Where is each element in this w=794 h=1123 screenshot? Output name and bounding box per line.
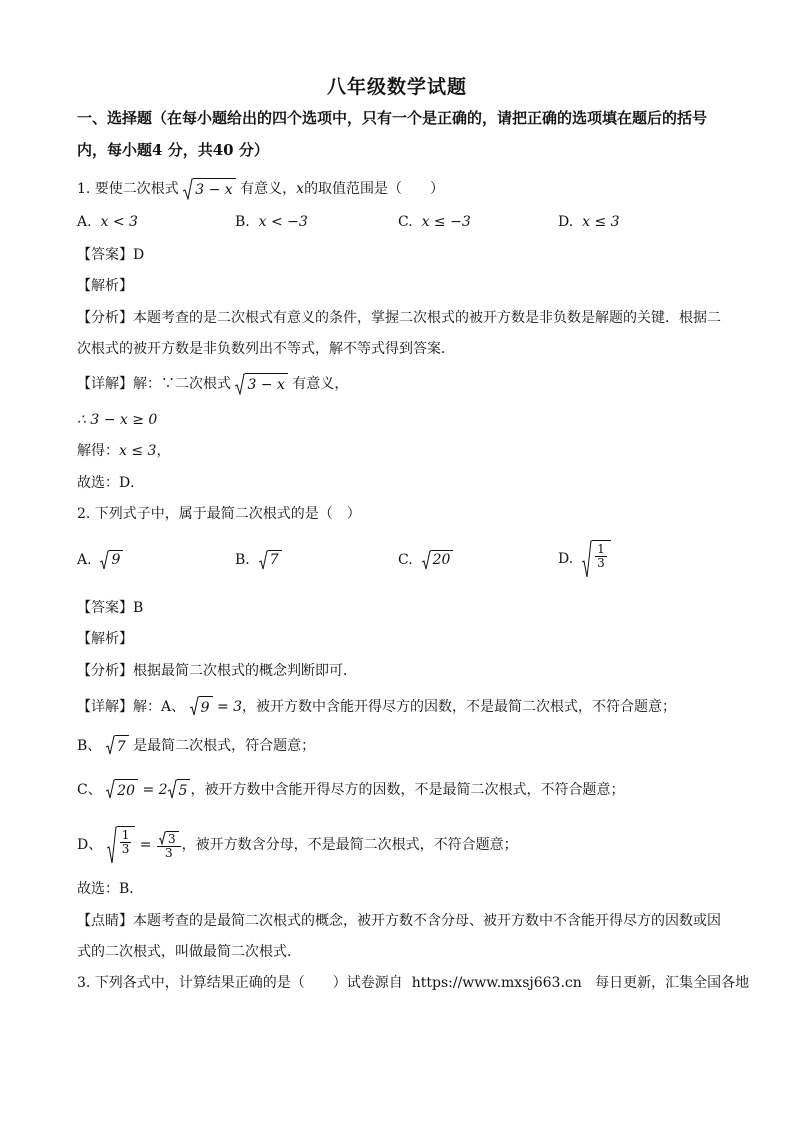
- fraction-num: 1: [121, 828, 130, 842]
- q1-detail-radical: [235, 373, 287, 395]
- detail-radical: [106, 779, 138, 801]
- q1-choose: 故选：D．: [77, 475, 145, 491]
- radical-sign-icon: [168, 779, 177, 799]
- step-punct: ，: [156, 443, 171, 459]
- detail-radical-fraction: [107, 826, 136, 864]
- radical-sign-icon: [259, 550, 268, 570]
- q1-analysis-tag: 【解析】: [77, 278, 133, 294]
- q2-analysis-tag: 【解析】: [77, 631, 133, 647]
- q2-fenxi: [77, 661, 357, 681]
- option-letter: D.: [558, 551, 574, 567]
- option-letter: A.: [77, 552, 92, 568]
- page-title: 八年级数学试题: [326, 76, 467, 98]
- option-radical: [582, 540, 611, 578]
- detail-suffix: 是最简二次根式，符合题意；: [133, 738, 316, 754]
- q1-answer: [77, 245, 144, 265]
- radical-sign-icon: [422, 550, 431, 570]
- fraction-den: 3: [121, 842, 130, 856]
- option-letter: D.: [558, 214, 574, 230]
- fenxi-tag: 【分析】: [77, 310, 133, 326]
- fraction-num: 1: [597, 542, 605, 556]
- detail-tag: 【详解】: [77, 376, 133, 392]
- q1-fenxi-1: [77, 308, 721, 328]
- detail-suffix: ，被开方数中含能开得尽方的因数，不是最简二次根式，不符合题意；: [242, 699, 677, 715]
- q1-stem-b: 有意义，: [240, 181, 297, 197]
- q1-var: x: [296, 181, 305, 197]
- detail-radicand: 5: [177, 779, 191, 801]
- dianjing-text: 本题考查的是最简二次根式的概念，被开方数不含分母、被开方数中不含能开得尽方的因数或因: [133, 913, 721, 929]
- section-heading-text: 一、选择题（在每小题给出的四个选项中，只有一个是正确的，请把正确的选项填在题后的括号内，每小题: [77, 109, 708, 159]
- step-label: 解得：: [77, 443, 119, 459]
- section-total-score: 40: [212, 141, 234, 159]
- q1-detail: [77, 373, 348, 395]
- option-expr: x < −3: [258, 214, 308, 230]
- q2-option-c: [398, 550, 453, 570]
- q1-option-c: [398, 214, 471, 230]
- option-radicand: 7: [268, 550, 282, 570]
- detail-radicand: 20: [115, 779, 138, 801]
- option-letter: A.: [77, 214, 92, 230]
- q1-radicand: 3 − x: [193, 178, 235, 200]
- q1-step-1: [77, 410, 157, 430]
- q2-option-a: [77, 550, 123, 570]
- option-letter: C.: [398, 552, 413, 568]
- source-note: 每日更新，汇集全国各地: [595, 975, 750, 991]
- section-score-each: 4: [152, 141, 163, 159]
- detail-text-a: 解：∵二次根式: [133, 376, 231, 392]
- detail-num-radical: [159, 831, 179, 846]
- answer-tag: 【答案】: [77, 600, 133, 616]
- detail-prefix: C、: [77, 782, 102, 798]
- q1-option-b: [235, 214, 308, 230]
- fenxi-text: 本题考查的是二次根式有意义的条件，掌握二次根式的被开方数是非负数是解题的关键．根据二: [133, 310, 721, 326]
- radical-sign-icon: [235, 373, 245, 395]
- option-radical: [259, 550, 282, 570]
- q2-detail-c: [77, 779, 624, 801]
- q1-stem: [77, 178, 444, 200]
- q1-option-a: [77, 214, 138, 230]
- answer-tag: 【答案】: [77, 247, 133, 263]
- q2-detail-d: [77, 826, 518, 864]
- fraction-den: 3: [597, 556, 605, 570]
- detail-radical: [190, 696, 213, 718]
- q2-detail-a: [77, 696, 676, 718]
- q2-choose: 故选：B．: [77, 881, 144, 897]
- option-expr: x ≤ 3: [582, 214, 620, 230]
- q2-detail-b: [77, 735, 315, 757]
- option-expr: x ≤ −3: [421, 214, 471, 230]
- detail-radicand: 9: [199, 696, 213, 718]
- q2-answer: [77, 598, 143, 618]
- option-fraction: [595, 543, 607, 570]
- fenxi-tag: 【分析】: [77, 663, 133, 679]
- q1-option-d: [558, 214, 620, 230]
- q2-option-d: [558, 540, 611, 578]
- detail-fraction: [120, 829, 132, 856]
- radical-sign-icon: [582, 540, 592, 578]
- section-heading-end: 分）: [238, 141, 269, 159]
- section-heading-mid: 分，共: [167, 141, 213, 159]
- detail-prefix: B、: [77, 738, 102, 754]
- q2-dianjing-1: [77, 911, 721, 931]
- option-letter: B.: [235, 552, 250, 568]
- section-heading: [77, 102, 717, 166]
- detail-eq: =: [139, 837, 152, 853]
- q1-step-2: [77, 441, 170, 461]
- detail-text-b: 有意义，: [292, 376, 349, 392]
- detail-suffix: ，被开方数含分母，不是最简二次根式，不符合题意；: [181, 837, 518, 853]
- detail-eq: = 3: [216, 699, 243, 715]
- option-radicand: 9: [109, 550, 123, 570]
- detail-tag: 【详解】: [77, 699, 133, 715]
- q2-stem: 2. 下列式子中，属于最简二次根式的是（ ）: [77, 506, 361, 522]
- option-expr: x < 3: [100, 214, 138, 230]
- q2-option-b: [235, 550, 282, 570]
- q1-stem-a: 1. 要使二次根式: [77, 181, 179, 197]
- q2-dianjing-2: 式的二次根式，叫做最简二次根式．: [77, 944, 301, 960]
- q1-radical: [183, 178, 235, 200]
- radical-sign-icon: [106, 779, 115, 799]
- detail-suffix: ，被开方数中含能开得尽方的因数，不是最简二次根式，不符合题意；: [190, 782, 625, 798]
- q3-stem-text: 3. 下列各式中，计算结果正确的是（ ）试卷源自: [77, 975, 403, 991]
- answer-value: D: [133, 247, 145, 263]
- radical-sign-icon: [190, 696, 199, 716]
- detail-radical-result: [168, 779, 191, 801]
- detail-prefix: D、: [77, 837, 103, 853]
- option-radicand: 20: [431, 550, 454, 570]
- q1-detail-radicand: 3 − x: [245, 373, 287, 395]
- q1-stem-c: 的取值范围是（ ）: [304, 181, 445, 197]
- q1-fenxi-2: 次根式的被开方数是非负数列出不等式，解不等式得到答案．: [77, 341, 455, 357]
- answer-value: B: [133, 600, 144, 616]
- detail-radicand: 3: [166, 831, 179, 846]
- dianjing-tag: 【点睛】: [77, 913, 133, 929]
- option-letter: B.: [235, 214, 250, 230]
- source-link[interactable]: https://www.mxsj663.cn: [411, 975, 582, 991]
- detail-eq: = 2: [142, 782, 168, 798]
- detail-radicand: 7: [115, 735, 129, 757]
- radical-sign-icon: [100, 550, 109, 570]
- detail-result-fraction: [157, 831, 181, 860]
- step-expr: ∴ 3 − x ≥ 0: [77, 412, 158, 428]
- step-expr: x ≤ 3: [119, 443, 157, 459]
- fraction-den: 3: [164, 845, 173, 860]
- radical-sign-icon: [159, 831, 166, 845]
- radical-sign-icon: [107, 826, 117, 864]
- fenxi-text: 根据最简二次根式的概念判断即可．: [133, 663, 357, 679]
- radical-sign-icon: [106, 735, 115, 755]
- option-letter: C.: [398, 214, 413, 230]
- option-radical: [422, 550, 454, 570]
- radical-sign-icon: [183, 178, 193, 200]
- detail-prefix: 解：A、: [133, 699, 186, 715]
- q3-stem: [77, 973, 749, 993]
- option-radical: [100, 550, 123, 570]
- detail-radical: [106, 735, 129, 757]
